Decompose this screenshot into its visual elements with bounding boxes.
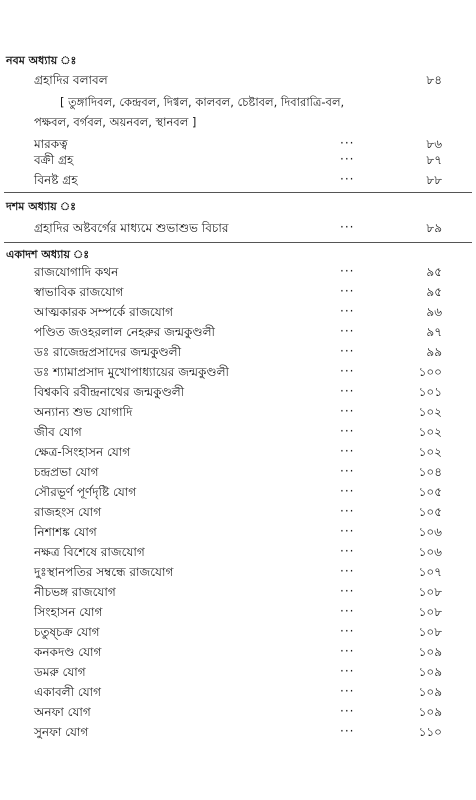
toc-entry-leader: ··· bbox=[340, 284, 355, 298]
toc-entry-page: ৮৯ bbox=[426, 221, 442, 235]
toc-entry-title: ডমরু যোগ bbox=[34, 665, 86, 679]
toc-entry bbox=[0, 424, 476, 444]
toc-entry bbox=[0, 664, 476, 684]
chapter-heading-10: দশম অধ্যায় ঃ bbox=[6, 200, 76, 213]
toc-entry bbox=[0, 644, 476, 664]
toc-entry-leader: ··· bbox=[340, 264, 355, 278]
toc-entry-title: চতুষ্চক্র যোগ bbox=[34, 625, 100, 639]
toc-entry-page: ৮৮ bbox=[426, 173, 442, 187]
toc-entry bbox=[0, 172, 476, 192]
toc-entry bbox=[0, 324, 476, 344]
toc-entry-page: ১০৬ bbox=[418, 525, 442, 539]
toc-entry bbox=[0, 384, 476, 404]
toc-entry bbox=[0, 264, 476, 284]
toc-entry-title: অনফা যোগ bbox=[34, 705, 91, 719]
toc-entry-leader: ··· bbox=[340, 664, 355, 678]
toc-entry-page: ১০৬ bbox=[418, 545, 442, 559]
toc-entry-page: ১০২ bbox=[418, 425, 442, 439]
toc-entry bbox=[0, 404, 476, 424]
toc-entry bbox=[0, 524, 476, 544]
toc-entry-title: নক্ষত্র বিশেষে রাজযোগ bbox=[34, 545, 145, 559]
toc-entry-title: গ্রহাদির বলাবল bbox=[34, 73, 108, 87]
toc-entry-leader: ··· bbox=[340, 364, 355, 378]
toc-entry-leader: ··· bbox=[340, 304, 355, 318]
toc-entry-leader: ··· bbox=[340, 220, 355, 234]
toc-entry bbox=[0, 724, 476, 744]
toc-entry bbox=[0, 364, 476, 384]
toc-entry-title: আত্মকারক সম্পর্কে রাজযোগ bbox=[34, 305, 174, 319]
toc-entry-title: রাজযোগাদি কথন bbox=[34, 265, 119, 279]
toc-entry bbox=[0, 544, 476, 564]
toc-entry bbox=[0, 444, 476, 464]
toc-entry-leader: ··· bbox=[340, 344, 355, 358]
toc-entry-title: কনকদণ্ড যোগ bbox=[34, 645, 102, 659]
toc-entry-leader: ··· bbox=[340, 724, 355, 738]
toc-entry-title: ডঃ শ্যামাপ্রসাদ মুখোপাধ্যায়ের জন্মকুণ্ডলী bbox=[34, 365, 229, 379]
toc-entry-leader: ··· bbox=[340, 172, 355, 186]
toc-entry-leader: ··· bbox=[340, 544, 355, 558]
toc-entry-title: নিশাশঙ্ক যোগ bbox=[34, 525, 97, 539]
toc-entry-page: ৯৭ bbox=[426, 325, 442, 339]
toc-entry-leader: ··· bbox=[340, 464, 355, 478]
strength-list-note-line-2: পক্ষবল, বর্গবল, অয়নবল, স্থানবল ] bbox=[34, 115, 197, 129]
toc-entry-page: ৯৯ bbox=[426, 345, 442, 359]
chapter-heading-9: নবম অধ্যায় ঃ bbox=[6, 54, 77, 67]
toc-entry-title: নীচভঙ্গ রাজযোগ bbox=[34, 585, 116, 599]
toc-entry bbox=[0, 504, 476, 524]
toc-entry bbox=[0, 484, 476, 504]
toc-entry-title: চন্দ্রপ্রভা যোগ bbox=[34, 465, 99, 479]
toc-entry bbox=[0, 704, 476, 724]
toc-entry-title: জীব যোগ bbox=[34, 425, 82, 439]
toc-entry bbox=[0, 72, 476, 92]
toc-entry-title: বিনষ্ট গ্রহ bbox=[34, 173, 78, 187]
toc-entry-page: ৮৭ bbox=[426, 153, 442, 167]
toc-entry-page: ১০৫ bbox=[418, 505, 442, 519]
toc-entry-leader: ··· bbox=[340, 444, 355, 458]
toc-entry bbox=[0, 604, 476, 624]
toc-entry-page: ১০১ bbox=[418, 385, 442, 399]
toc-entry bbox=[0, 220, 476, 240]
toc-entry-leader: ··· bbox=[340, 404, 355, 418]
toc-entry-title: দুঃস্থানপতির সম্বন্ধে রাজযোগ bbox=[34, 565, 174, 579]
toc-entry-title: ক্ষেত্র-সিংহাসন যোগ bbox=[34, 445, 131, 459]
toc-entry-title: সিংহাসন যোগ bbox=[34, 605, 103, 619]
toc-entry-title: মারকত্ব bbox=[34, 137, 68, 151]
toc-entry bbox=[0, 684, 476, 704]
toc-entry-page: ৯৫ bbox=[426, 285, 442, 299]
toc-entry bbox=[0, 284, 476, 304]
toc-entry-leader: ··· bbox=[340, 604, 355, 618]
toc-entry-page: ১০৪ bbox=[418, 465, 442, 479]
toc-entry-title: গ্রহাদির অষ্টবর্গের মাধ্যমে শুভাশুভ বিচার bbox=[34, 221, 229, 235]
toc-entry-title: একাবলী যোগ bbox=[34, 685, 101, 699]
toc-entry-page: ১০২ bbox=[418, 405, 442, 419]
toc-entry-leader: ··· bbox=[340, 584, 355, 598]
toc-entry-title: সুনফা যোগ bbox=[34, 725, 89, 739]
toc-entry-title: অন্যান্য শুভ যোগাদি bbox=[34, 405, 133, 419]
toc-entry-leader: ··· bbox=[340, 152, 355, 166]
toc-entry bbox=[0, 624, 476, 644]
toc-entry-title: রাজহংস যোগ bbox=[34, 505, 102, 519]
toc-entry-page: ১০৯ bbox=[418, 705, 442, 719]
toc-entry-leader: ··· bbox=[340, 504, 355, 518]
toc-entry-page: ১০৮ bbox=[418, 625, 442, 639]
toc-entry-leader: ··· bbox=[340, 484, 355, 498]
toc-entry-leader: ··· bbox=[340, 136, 355, 150]
toc-entry-title: সৌরভূর্ণ পূর্ণদৃষ্টি যোগ bbox=[34, 485, 137, 499]
toc-entry-page: ১১০ bbox=[418, 725, 442, 739]
toc-entry-leader: ··· bbox=[340, 424, 355, 438]
toc-entry-title: পণ্ডিত জওহরলাল নেহরুর জন্মকুণ্ডলী bbox=[34, 325, 215, 339]
toc-entry-page: ৯৫ bbox=[426, 265, 442, 279]
toc-entry-leader: ··· bbox=[340, 384, 355, 398]
strength-list-note-line-1: [ তুঙ্গাদিবল, কেন্দ্রবল, দিগ্বল, কালবল, চেষ্টাবল, দিবারাত্রি-বল, bbox=[60, 95, 345, 109]
toc-entry-leader: ··· bbox=[340, 644, 355, 658]
chapter-heading-11: একাদশ অধ্যায় ঃ bbox=[6, 248, 90, 261]
toc-entry-leader: ··· bbox=[340, 704, 355, 718]
section-divider bbox=[4, 192, 472, 193]
toc-entry-leader: ··· bbox=[340, 624, 355, 638]
toc-entry-leader: ··· bbox=[340, 564, 355, 578]
toc-entry bbox=[0, 564, 476, 584]
section-divider bbox=[4, 242, 472, 243]
toc-entry-page: ১০৫ bbox=[418, 485, 442, 499]
toc-entry-leader: ··· bbox=[340, 524, 355, 538]
toc-entry-page: ৮৬ bbox=[426, 137, 442, 151]
toc-entry bbox=[0, 344, 476, 364]
toc-entry bbox=[0, 304, 476, 324]
toc-entry-page: ৯৬ bbox=[426, 305, 442, 319]
toc-entry-title: স্বাভাবিক রাজযোগ bbox=[34, 285, 124, 299]
toc-entry-leader: ··· bbox=[340, 684, 355, 698]
toc-entry-title: ডঃ রাজেন্দ্রপ্রসাদের জন্মকুণ্ডলী bbox=[34, 345, 182, 359]
toc-entry-page: ১০৯ bbox=[418, 665, 442, 679]
toc-entry bbox=[0, 464, 476, 484]
toc-entry-page: ১০৮ bbox=[418, 585, 442, 599]
toc-entry-page: ১০৯ bbox=[418, 645, 442, 659]
toc-entry-page: ১০৯ bbox=[418, 685, 442, 699]
toc-entry-page: ১০৮ bbox=[418, 605, 442, 619]
toc-entry bbox=[0, 584, 476, 604]
toc-entry-title: বক্রী গ্রহ bbox=[34, 153, 74, 167]
toc-entry-page: ১০২ bbox=[418, 445, 442, 459]
toc-entry bbox=[0, 152, 476, 172]
toc-entry-page: ১০০ bbox=[418, 365, 442, 379]
toc-entry-leader: ··· bbox=[340, 324, 355, 338]
toc-entry-title: বিশ্বকবি রবীন্দ্রনাথের জন্মকুণ্ডলী bbox=[34, 385, 185, 399]
toc-entry-page: ৮৪ bbox=[426, 73, 442, 87]
toc-entry bbox=[0, 744, 476, 764]
toc-entry-page: ১০৭ bbox=[418, 565, 442, 579]
